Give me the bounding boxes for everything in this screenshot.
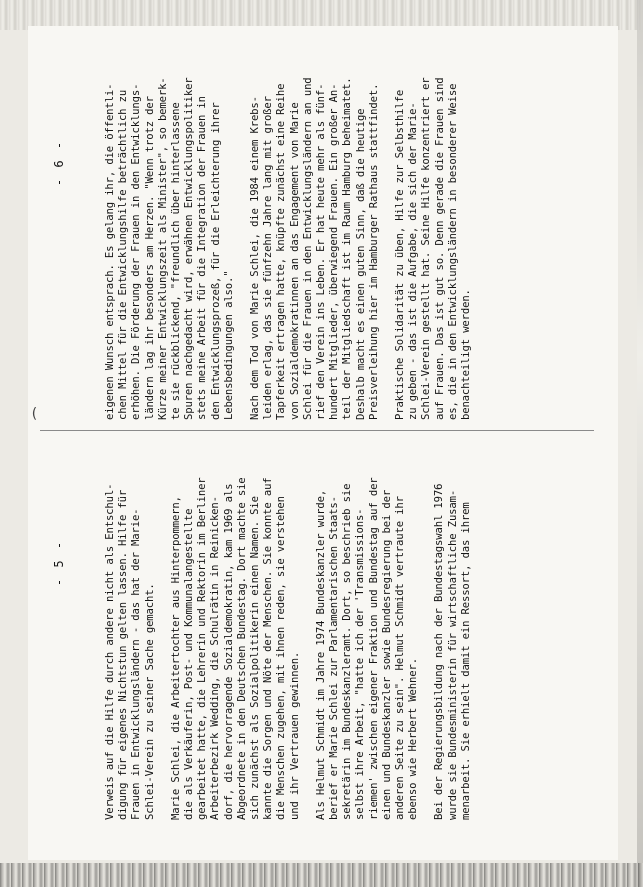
paragraph: Als Helmut Schmidt im Jahre 1974 Bundeskanzler wurde, berief er Marie Schlei zur Parlamentarischen Staats- sekretärin im Bundeskanzleramt. Dort, so beschrieb sie selbst ihre Arbeit, "hatte ich der 'Transmissions- riemen' zwischen eigener Fraktion und Bundestag auf der einen und Bundeskanzler sowie Bundesregierung bei der anderen Seite zu sein". Helmut Schmidt vertraute ihr ebenso wie Herbert Wehner. bbox=[314, 477, 420, 820]
page-5 bbox=[40, 286, 472, 840]
scan-edge bbox=[637, 0, 643, 887]
page-number: - 5 - bbox=[52, 539, 66, 587]
page-number: - 6 - bbox=[52, 139, 66, 187]
fold-mark: ( bbox=[30, 406, 39, 422]
scan-noise-bottom bbox=[0, 863, 643, 887]
text-column bbox=[104, 440, 472, 820]
paragraph: Marie Schlei, die Arbeitertochter aus Hinterpommern, die als Verkäuferin, Post- und Kommunalangestellte gearbeitet hatte, die Lehrerin und Rektorin im Berliner Arbeiterbezirk Wedding, die Schulrätin in Reinicken- dorf, die hervorragende Sozialdemokratin, kam 1969 als Abgeordnete in den Deutschen Bundestag. Dort machte sie sich zunächst als Sozialpolitikerin einen Namen. Sie kannte die Sorgen und Nöte der Menschen. Sie konnte auf die Menschen zugehen, mit ihnen reden, sie verstehen und ihr Vertrauen gewinnen. bbox=[169, 477, 301, 820]
paragraph: Praktische Solidarität zu üben, Hilfe zur Selbsthilfe zu geben - das ist die Aufgabe, die sich der Marie- Schlei-Verein gestellt hat. Seine Hilfe konzentriert er auf Frauen. Das ist gut so. Denn gerade die Frauen sind es, die in den Entwicklungsländern in besonderer Weise benachteiligt werden. bbox=[394, 77, 473, 420]
paragraph: eigenen Wunsch entsprach. Es gelang ihr, die öffentli- chen Mittel für die Entwicklungshilfe beträchtlich zu erhöhen. Die Förderung der Frauen in den Entwicklungs- ländern lag ihr besonders am Herzen. "Wenn trotz der Kürze meiner Entwicklungszeit als Minister", so bemerk- te sie rückblickend, "freundlich über hinterlassene Spuren nachgedacht wird, erwähnen Entwicklungspolitiker stets meine Arbeit für die Integration der Frauen in den Entwicklungsprozeß, für die Erleichterung ihrer Lebensbedingungen also." bbox=[104, 77, 235, 420]
paragraph: Verweis auf die Hilfe durch andere nicht als Entschul- digung für eigenes Nichtstun gelten lassen. Hilfe für Frauen in Entwicklungsländern - das hat der Marie- Schlei-Verein zu seiner Sache gemacht. bbox=[104, 483, 156, 820]
paragraph: Nach dem Tod von Marie Schlei, die 1984 einem Krebs- leiden erlag, das sie fünfzehn Jahre lang mit großer Tapferkeit ertragen hatte, knüpfte zunächst eine Reihe von Sozialdemokratinnen an das Engagement von Marie Schlei für die Frauen in den Entwicklungsländern an und rief den Verein ins Leben. Er hat heute mehr als fünf- hundert Mitglieder, überwiegend Frauen. Ein großer An- teil der Mitgliedschaft ist im Raum Hamburg beheimatet. Deshalb macht es einen guten Sinn, daß die heutige Preisverleihung hier im Hamburger Rathaus stattfindet. bbox=[249, 77, 380, 420]
paragraph: Bei der Regierungsbildung nach der Bundestagswahl 1976 wurde sie Bundesministerin für wirtschaftliche Zusam- menarbeit. Sie erhielt damit ein Ressort, das ihrem bbox=[433, 483, 472, 820]
